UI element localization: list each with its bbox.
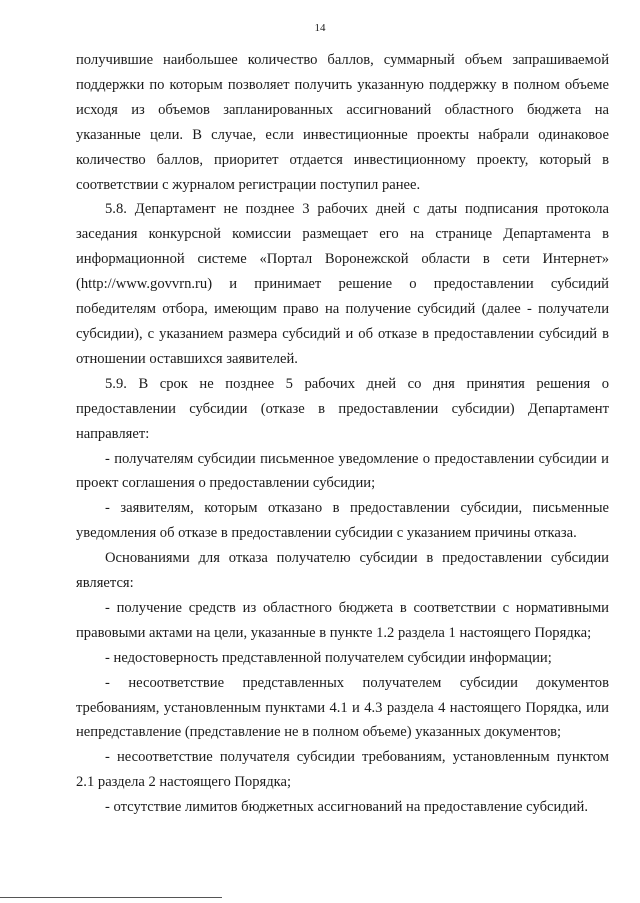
footer-rule xyxy=(0,897,222,898)
paragraph-5-9: 5.9. В срок не позднее 5 рабочих дней со дня принятия решения о предоставлении субсидии (отказе в предоставлении субсидии) Департамент направляет: xyxy=(76,375,609,442)
list-item-ground-5: - отсутствие лимитов бюджетных ассигнований на предоставление субсидий. xyxy=(105,799,588,816)
list-item-ground-4: - несоответствие получателя субсидии требованиям, установленным пунктом 2.1 раздела 2 настоящего Порядка; xyxy=(76,749,609,791)
document-body xyxy=(76,48,609,820)
list-item-applicants: - заявителям, которым отказано в предоставлении субсидии, письменные уведомления об отказе в предоставлении субсидии с указанием причины отказа. xyxy=(76,500,609,542)
list-item-ground-2: - недостоверность представленной получателем субсидии информации; xyxy=(105,649,552,666)
page-number: 14 xyxy=(314,22,326,34)
paragraph-5-8: 5.8. Департамент не позднее 3 рабочих дней с даты подписания протокола заседания конкурсной комиссии размещает его на странице Департамента в информационной системе «Портал Воронежской области в сети Интернет» (http://www.govvrn.ru) и принимает решение о предоставлении субсидий победителям отбора, имеющим право на получение субсидий (далее - получатели субсидии), с указанием размера субсидий и об отказе в предоставлении субсидий в отношении оставшихся заявителей. xyxy=(76,201,609,367)
paragraph-continuation: получившие наибольшее количество баллов, суммарный объем запрашиваемой поддержки по которым позволяет получить указанную поддержку в полном объеме исходя из объемов запланированных ассигнований областного бюджета на указанные цели. В случае, если инвестиционные проекты набрали одинаковое количество баллов, приоритет отдается инвестиционному проекту, который в соответствии с журналом регистрации поступил ранее. xyxy=(76,52,609,193)
list-item-ground-3: - несоответствие представленных получателем субсидии документов требованиям, установленным пунктами 4.1 и 4.3 раздела 4 настоящего Порядка, или непредставление (представление не в полном объеме) указанных документов; xyxy=(76,674,609,741)
list-item-ground-1: - получение средств из областного бюджета в соответствии с нормативными правовыми актами на цели, указанные в пункте 1.2 раздела 1 настоящего Порядка; xyxy=(76,599,609,641)
paragraph-refusal-grounds: Основаниями для отказа получателю субсидии в предоставлении субсидии является: xyxy=(76,550,609,592)
list-item-recipients: - получателям субсидии письменное уведомление о предоставлении субсидии и проект соглашения о предоставлении субсидии; xyxy=(76,450,609,492)
